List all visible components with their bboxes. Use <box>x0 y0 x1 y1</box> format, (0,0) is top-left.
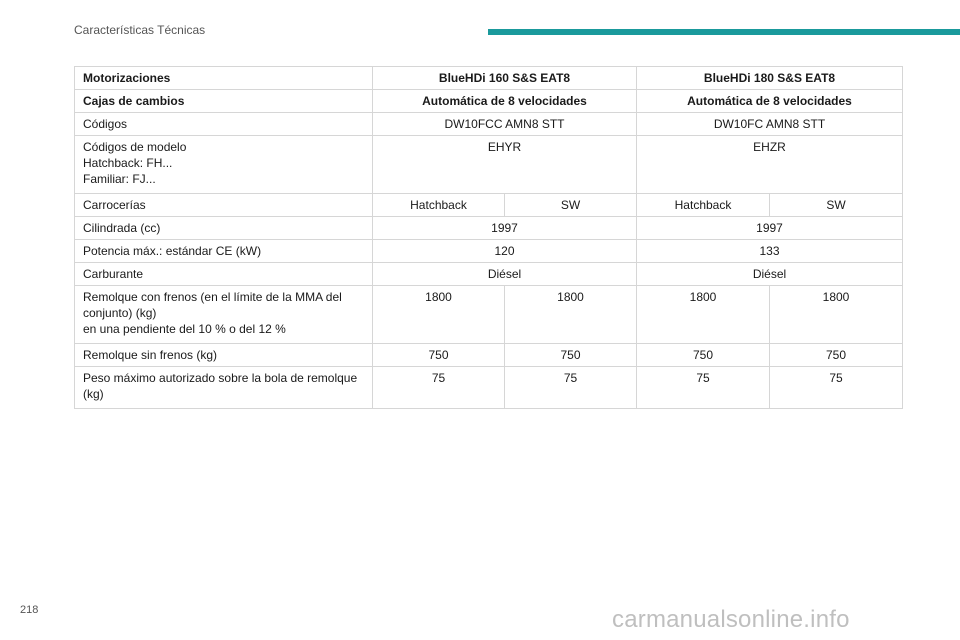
row-label: Motorizaciones <box>75 67 373 90</box>
table-cell: 120 <box>373 240 637 263</box>
table-cell: 750 <box>373 344 505 367</box>
table-row-unbraked-trailer <box>75 344 903 367</box>
label-line: Familiar: FJ... <box>83 172 156 186</box>
table-row-bodies <box>75 194 903 217</box>
table-cell: Diésel <box>637 263 903 286</box>
row-label: Cajas de cambios <box>75 90 373 113</box>
row-label: Remolque sin frenos (kg) <box>75 344 373 367</box>
table-cell: 75 <box>373 367 505 409</box>
table-cell: Hatchback <box>637 194 770 217</box>
table-row-codes <box>75 113 903 136</box>
row-label: Carburante <box>75 263 373 286</box>
section-title: Características Técnicas <box>74 23 206 37</box>
table-cell: 75 <box>770 367 903 409</box>
table-row-engines <box>75 67 903 90</box>
table-cell: 75 <box>637 367 770 409</box>
label-line: Hatchback: FH... <box>83 156 173 170</box>
table-row-nose-weight <box>75 367 903 409</box>
table-cell: 750 <box>770 344 903 367</box>
row-label <box>75 367 373 409</box>
table-cell: 750 <box>637 344 770 367</box>
table-cell: Diésel <box>373 263 637 286</box>
table-row-braked-trailer <box>75 286 903 344</box>
label-line: (kg) <box>83 387 104 401</box>
table-cell: 75 <box>505 367 637 409</box>
table-row-fuel <box>75 263 903 286</box>
row-label <box>75 136 373 194</box>
row-label <box>75 286 373 344</box>
table-cell: SW <box>770 194 903 217</box>
watermark: carmanualsonline.info <box>612 606 850 633</box>
table-cell: 133 <box>637 240 903 263</box>
page-number: 218 <box>20 604 39 616</box>
table-cell: 1800 <box>373 286 505 344</box>
table-cell: Automática de 8 velocidades <box>637 90 903 113</box>
table-cell: EHYR <box>373 136 637 194</box>
table-row-power <box>75 240 903 263</box>
table-row-model-codes <box>75 136 903 194</box>
table-cell: 1800 <box>770 286 903 344</box>
table-cell: 1997 <box>637 217 903 240</box>
table-cell: DW10FC AMN8 STT <box>637 113 903 136</box>
row-label: Carrocerías <box>75 194 373 217</box>
table-row-displacement <box>75 217 903 240</box>
table-row-gearbox <box>75 90 903 113</box>
table-cell: 1800 <box>637 286 770 344</box>
table-cell: Automática de 8 velocidades <box>373 90 637 113</box>
engine-160-header: BlueHDi 160 S&S EAT8 <box>373 67 637 90</box>
row-label: Potencia máx.: estándar CE (kW) <box>75 240 373 263</box>
label-line: Peso máximo autorizado sobre la bola de remolque <box>83 371 358 385</box>
table-cell: 750 <box>505 344 637 367</box>
engine-180-header: BlueHDi 180 S&S EAT8 <box>637 67 903 90</box>
table-cell: Hatchback <box>373 194 505 217</box>
table-cell: 1800 <box>505 286 637 344</box>
header-accent-bar <box>488 29 960 35</box>
specifications-table <box>74 66 903 409</box>
row-label: Cilindrada (cc) <box>75 217 373 240</box>
table-cell: 1997 <box>373 217 637 240</box>
label-line: Códigos de modelo <box>83 140 187 154</box>
row-label: Códigos <box>75 113 373 136</box>
label-line: Remolque con frenos (en el límite de la MMA del <box>83 290 342 304</box>
table-cell: EHZR <box>637 136 903 194</box>
table-cell: SW <box>505 194 637 217</box>
label-line: en una pendiente del 10 % o del 12 % <box>83 322 286 336</box>
table-cell: DW10FCC AMN8 STT <box>373 113 637 136</box>
label-line: conjunto) (kg) <box>83 306 157 320</box>
